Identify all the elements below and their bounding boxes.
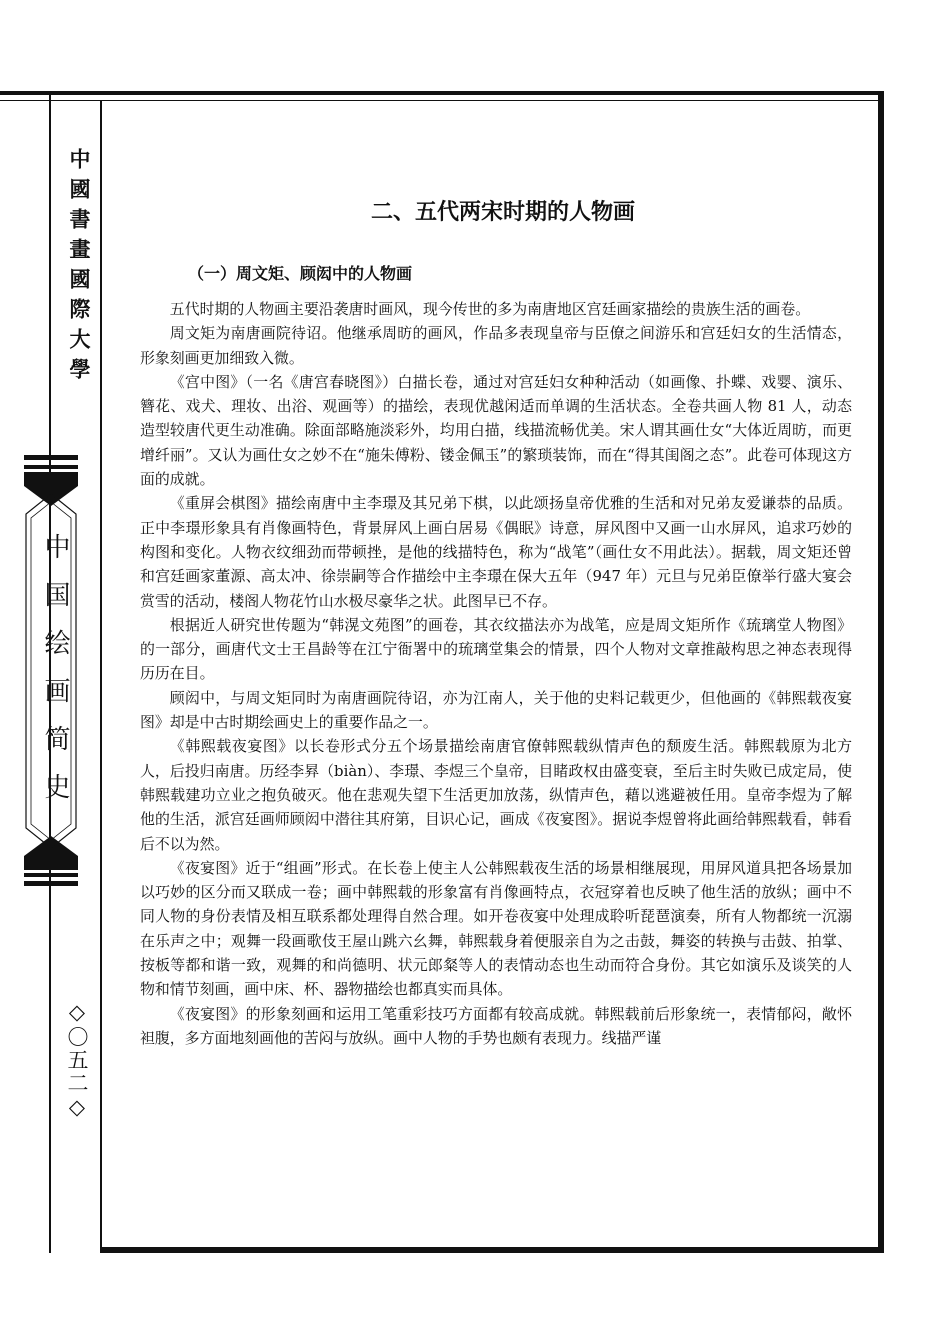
title-box-bottom-bar-thin bbox=[24, 873, 78, 877]
paragraph: 《夜宴图》的形象刻画和运用工笔重彩技巧方面都有较高成就。韩熙载前后形象统一，表情郁闷，敞怀袒腹，多方面地刻画他的苦闷与放纵。画中人物的手势也颇有表现力。线描严谨 bbox=[140, 1004, 852, 1047]
paragraph: 《韩熙载夜宴图》以长卷形式分五个场景描绘南唐官僚韩熙载纵情声色的颓废生活。韩熙载原为北方人，后投归南唐。历经李昪（biàn）、李璟、李煜三个皇帝，目睹政权由盛变衰，至后主时失败已成定局，使韩熙载建功立业之抱负破灭。他在悲观失望下生活更加放荡，纵情声色，藉以逃避被任用。皇帝李煜为了解他的生活，派宫廷画师顾闳中潜往其府第，目识心记，画成《夜宴图》。据说李煜曾将此画给韩熙载看，韩看后不以为然。 bbox=[140, 737, 852, 853]
frame-bottom-border bbox=[100, 1247, 884, 1253]
paragraph: 顾闳中，与周文矩同时为南唐画院待诏，亦为江南人，关于他的史料记载更少，但他画的《韩熙载夜宴图》却是中古时期绘画史上的重要作品之一。 bbox=[140, 688, 852, 732]
title-box-top-bar bbox=[24, 455, 78, 460]
page-content bbox=[140, 195, 852, 1050]
title-box-top-bar-thin bbox=[24, 465, 78, 469]
page-number: ◇〇五二◇ bbox=[65, 1000, 89, 1121]
paragraph: 周文矩为南唐画院待诏。他继承周昉的画风，作品多表现皇帝与臣僚之间游乐和宫廷妇女的生活情态，形象刻画更加细致入微。 bbox=[140, 324, 852, 367]
university-name: 中國書畫國際大學 bbox=[67, 148, 91, 388]
paragraph: 《宫中图》（一名《唐宫春晓图》）白描长卷，通过对宫廷妇女种种活动（如画像、扑蝶、戏婴、演乐、簪花、戏犬、理妆、出浴、观画等）的描绘，表现优越闲适而单调的生活状态。全卷共画人物 81 人，动态造型较唐代更生动准确。除面部略施淡彩外，均用白描，线描流畅优美。宋人谓其画仕女“大体近周昉，而更增纤丽”。又认为画仕女之妙不在“施朱傅粉、镂金佩玉”的繁琐装饰，而在“得其闺阁之态”。此卷可体现这方面的成就。 bbox=[140, 372, 852, 489]
frame-right-border bbox=[878, 91, 884, 1253]
book-title: 中国绘画简史 bbox=[40, 533, 70, 821]
paragraph: 根据近人研究世传题为“韩滉文苑图”的画卷，其衣纹描法亦为战笔，应是周文矩所作《琉璃堂人物图》的一部分，画唐代文士王昌龄等在江宁衙署中的琉璃堂集会的情景，四个人物对文章推敲构思之神态表现得历历在目。 bbox=[140, 615, 852, 683]
paragraph: 五代时期的人物画主要沿袭唐时画风，现今传世的多为南唐地区宫廷画家描绘的贵族生活的画卷。 bbox=[169, 300, 811, 318]
chapter-title: 二、五代两宋时期的人物画 bbox=[370, 200, 635, 225]
frame-top-inner-border bbox=[0, 100, 878, 101]
section-title: （一）周文矩、顾闳中的人物画 bbox=[188, 264, 413, 283]
title-box-bottom-bar bbox=[24, 881, 78, 886]
paragraph: 《夜宴图》近于“组画”形式。在长卷上使主人公韩熙载夜生活的场景相继展现，用屏风道具把各场景加以巧妙的区分而又联成一卷；画中韩熙载的形象富有肖像画特点，衣冠穿着也反映了他生活的放纵；画中不同人物的身份表情及相互联系都处理得自然合理。如开卷夜宴中处理成聆听琵琶演奏，所有人物都统一沉溺在乐声之中；观舞一段画歌伎王屋山跳六幺舞，韩熙载身着便服亲自为之击鼓，舞姿的转换与击鼓、拍掌、按板等都和谐一致，观舞的和尚德明、状元郎粲等人的表情动态也生动而符合身份。其它如演乐及谈笑的人物和情节刻画，画中床、杯、器物描绘也都真实而具体。 bbox=[140, 858, 852, 999]
frame-top-border bbox=[0, 91, 884, 95]
sidebar-inner-line bbox=[100, 100, 102, 1253]
paragraph: 《重屏会棋图》描绘南唐中主李璟及其兄弟下棋，以此颂扬皇帝优雅的生活和对兄弟友爱谦恭的品质。正中李璟形象具有肖像画特色，背景屏风上画白居易《偶眠》诗意，屏风图中又画一山水屏风，追求巧妙的构图和变化。人物衣纹细劲而带顿挫，是他的线描特色，称为“战笔”（画仕女不用此法）。据载，周文矩还曾和宫廷画家董源、高太冲、徐崇嗣等合作描绘中主李璟在保大五年（947 年）元旦与兄弟臣僚举行盛大宴会赏雪的活动，楼阁人物花竹山水极尽豪华之状。此图早已不存。 bbox=[140, 494, 852, 610]
